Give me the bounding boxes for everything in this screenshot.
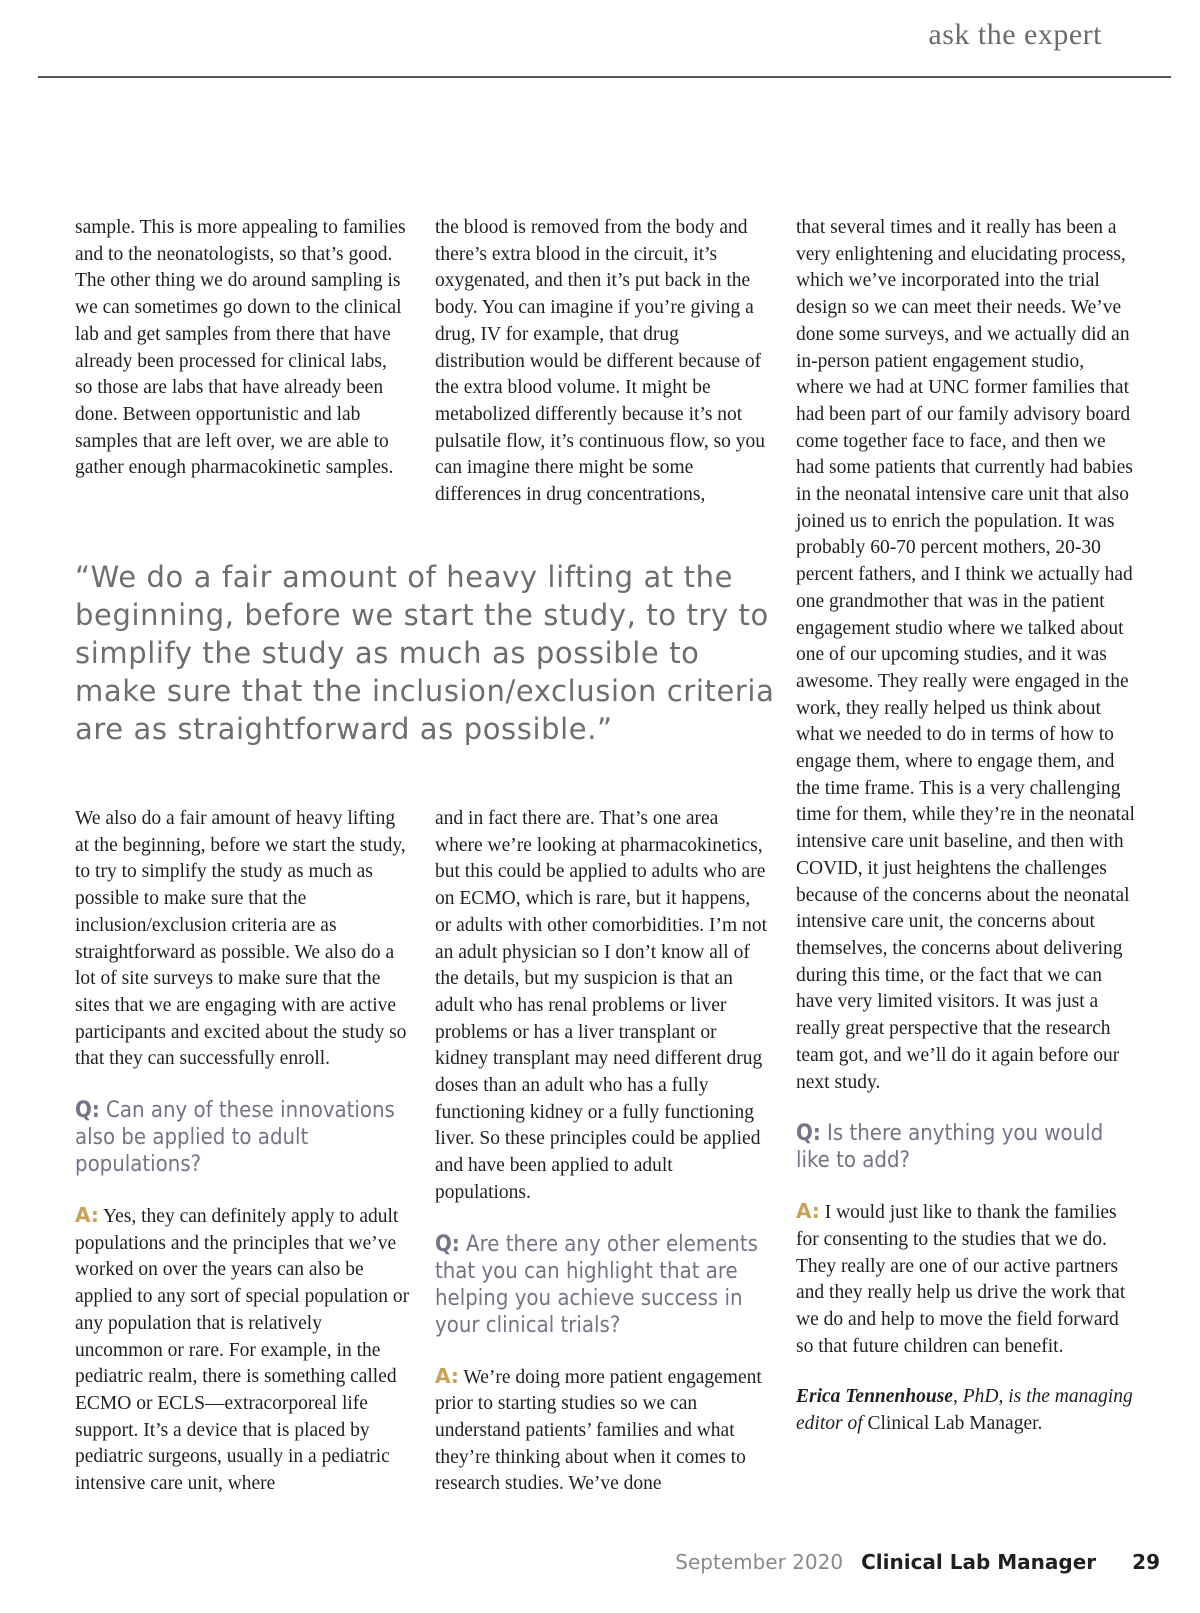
column-2-bottom	[435, 806, 770, 1498]
answer-tag: A:	[75, 1203, 99, 1228]
answer-paragraph	[75, 1202, 410, 1498]
question-text: Are there any other elements that you can highlight that are helping you achieve success in your clinical trials?	[435, 1231, 758, 1338]
answer-tag: A:	[796, 1199, 820, 1224]
question-heading	[75, 1097, 410, 1178]
body-paragraph: sample. This is more appealing to families and to the neonatologists, so that’s good. The other thing we do around sampling is we can sometimes go down to the clinical lab and get samples from there that have already been processed for clinical labs, so those are labs that have already been done. Between opportunistic and lab samples that are left over, we are able to gather enough pharmacokinetic samples.	[75, 217, 406, 479]
footer-issue-date: September 2020	[675, 1550, 844, 1574]
body-paragraph: that several times and it really has been a very enlightening and elucidating process, which we’ve incorporated into the trial design so we can meet their needs. We’ve done some surveys, and we actually did an in-person patient engagement studio, where we had at UNC former families that had been part of our family advisory board come together face to face, and then we had some patients that currently had babies in the neonatal intensive care unit that also joined us to enrich the population. It was probably 60-70 percent mothers, 20-30 percent fathers, and I think we actually had one grandmother that was in the patient engagement studio where we talked about one of our upcoming studies, and it was awesome. They really were engaged in the work, they really helped us think about what we needed to do in terms of how to engage them, where to engage them, and the time frame. This is a very challenging time for them, while they’re in the neonatal intensive care unit baseline, and then with COVID, it just heightens the challenges because of the concerns about the neonatal intensive care unit, the concerns about themselves, the concerns about delivering during this time, or the fact that we can have very limited visitors. It was just a really great perspective that the research team got, and we’ll do it again before our next study.	[796, 217, 1135, 1093]
question-heading	[435, 1231, 770, 1339]
answer-paragraph	[796, 1198, 1136, 1360]
byline-role: , PhD, is the managing editor of	[796, 1386, 1133, 1435]
answer-paragraph	[435, 1363, 770, 1499]
column-2-top	[435, 215, 770, 509]
author-byline	[796, 1384, 1136, 1437]
answer-text: We’re doing more patient engagement prior to starting studies so we can understand patients’ families and what they’re thinking about when it comes to research studies. We’ve done	[435, 1366, 762, 1495]
question-text: Is there anything you would like to add?	[796, 1121, 1104, 1174]
footer-magazine-name: Clinical Lab Manager	[861, 1550, 1097, 1574]
answer-text: Yes, they can definitely apply to adult populations and the principles that we’ve worked on over the years can also be applied to any sort of special population or any population that is relatively uncommon or rare. For example, in the pediatric realm, there is something called ECMO or ECLS—extracorporeal life support. It’s a device that is placed by pediatric surgeons, usually in a pediatric intensive care unit, where	[75, 1206, 410, 1495]
byline-author: Erica Tennenhouse	[796, 1386, 953, 1408]
page-footer	[675, 1550, 1160, 1574]
answer-tag: A:	[435, 1363, 459, 1388]
question-text: Can any of these innovations also be applied to adult populations?	[75, 1098, 395, 1178]
answer-text: I would just like to thank the families for consenting to the studies that we do. They really are one of our active partners and they really help us drive the work that we do and help to move the field forward so that future children can benefit.	[796, 1202, 1126, 1357]
column-3	[796, 215, 1136, 1438]
pull-quote: “We do a fair amount of heavy lifting at the beginning, before we start the study, to try to simplify the study as much as possible to make sure that the inclusion/exclusion criteria are as straightforward as possible.”	[75, 560, 775, 746]
question-tag: Q:	[75, 1098, 100, 1124]
page-number: 29	[1132, 1550, 1160, 1574]
column-1-bottom	[75, 806, 410, 1498]
question-tag: Q:	[435, 1231, 460, 1257]
question-heading	[796, 1120, 1136, 1174]
body-paragraph: We also do a fair amount of heavy lifting at the beginning, before we start the study, to try to simplify the study as much as possible to make sure that the inclusion/exclusion criteria are as straightforward as possible. We also do a lot of site surveys to make sure that the sites that we are engaging with are active participants and excited about the study so that they can successfully enroll.	[75, 808, 407, 1070]
section-label: ask the expert	[928, 18, 1102, 51]
byline-publication: Clinical Lab Manager.	[867, 1413, 1043, 1435]
body-paragraph: and in fact there are. That’s one area where we’re looking at pharmacokinetics, but this could be applied to adults who are on ECMO, which is rare, but it happens, or adults with other comorbidities. I’m not an adult physician so I don’t know all of the details, but my suspicion is that an adult who has renal problems or liver problems or has a liver transplant or kidney transplant may need different drug doses than an adult who has a fully functioning kidney or a fully functioning liver. So these principles could be applied and have been applied to adult populations.	[435, 808, 767, 1203]
question-tag: Q:	[796, 1121, 821, 1147]
body-paragraph: the blood is removed from the body and there’s extra blood in the circuit, it’s oxygenated, and then it’s put back in the body. You can imagine if you’re giving a drug, IV for example, that drug distribution would be different because of the extra blood volume. It might be metabolized differently because it’s not pulsatile flow, it’s continuous flow, so you can imagine there might be some differences in drug concentrations,	[435, 217, 766, 506]
header-divider	[38, 76, 1171, 78]
column-1-top	[75, 215, 407, 482]
